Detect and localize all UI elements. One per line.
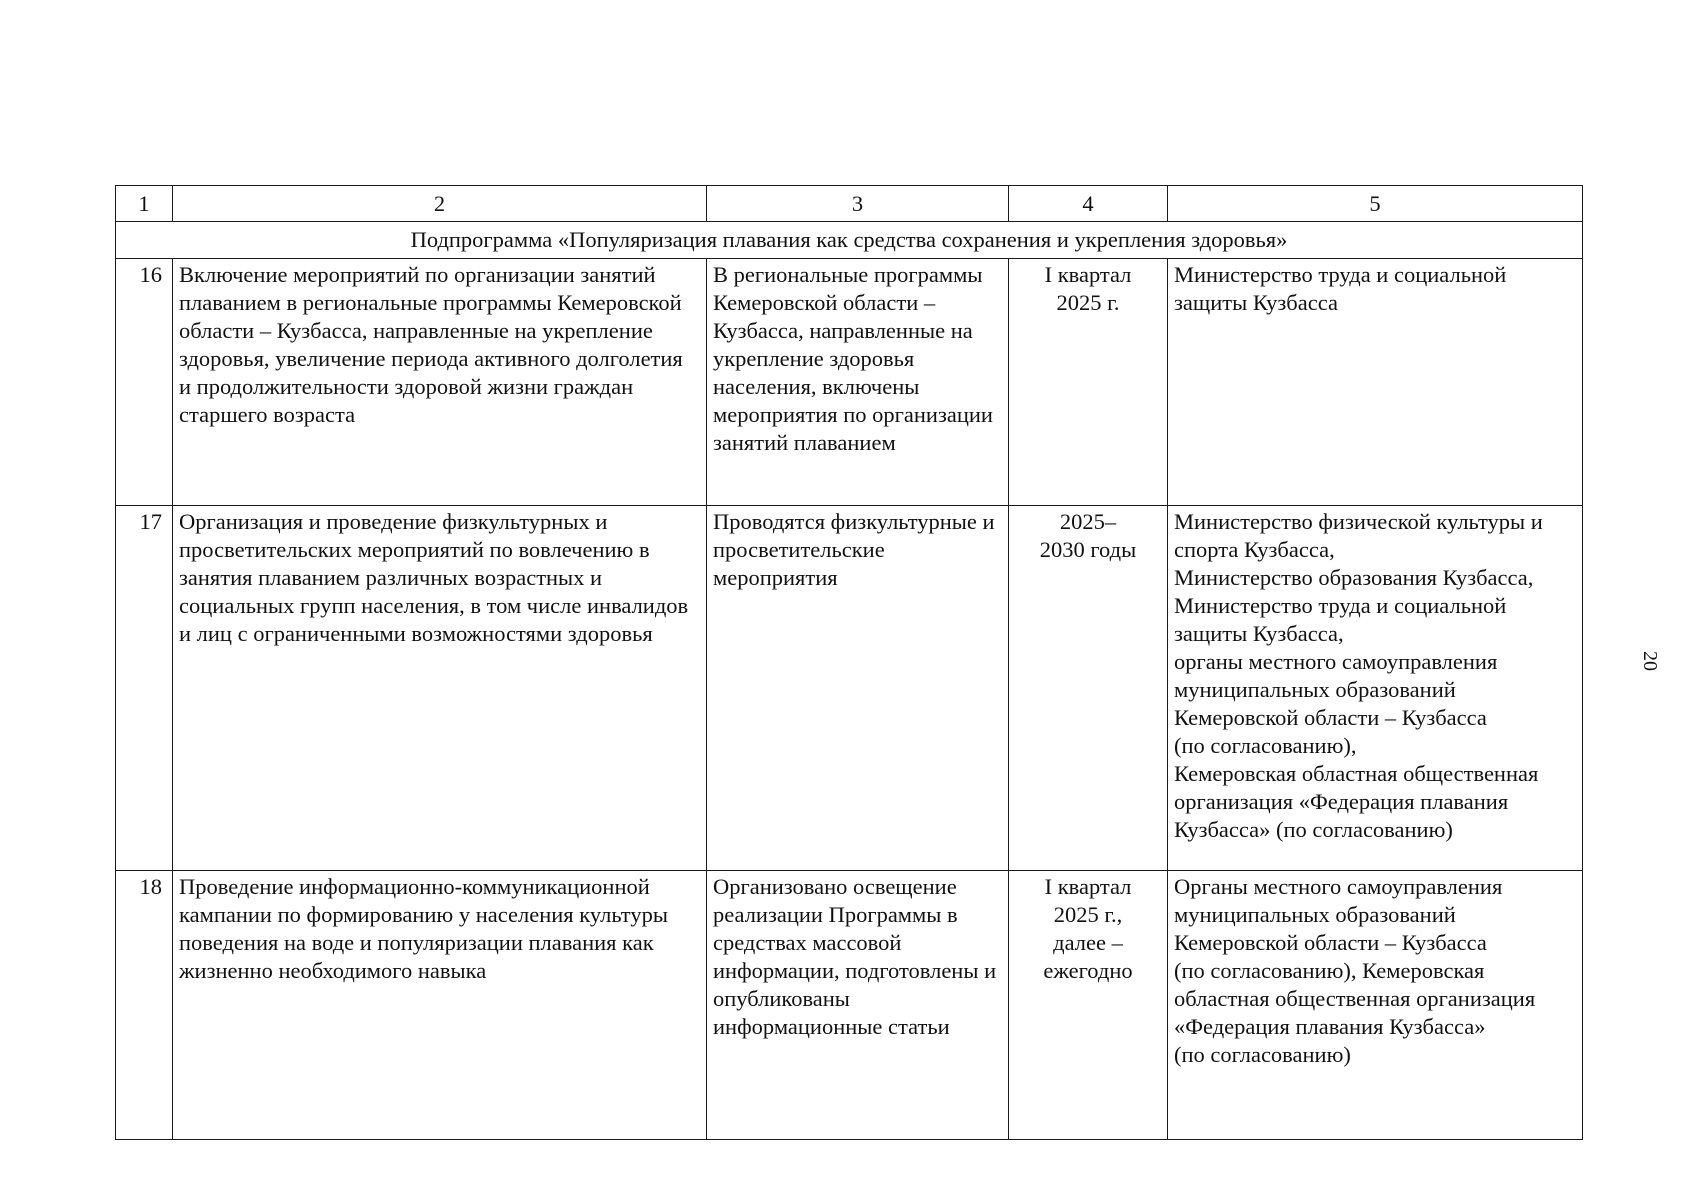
activity-cell: Организация и проведение физкультурных и просветительских мероприятий по вовлечению в занятия плаванием различных возрастных и социальных групп населения, в том числе инвалидов и лиц с ограниченными возможностями здоровья: [173, 506, 707, 871]
column-number-1: 1: [116, 186, 173, 222]
subprogram-title: Подпрограмма «Популяризация плавания как средства сохранения и укрепления здоровья»: [116, 222, 1583, 259]
table-row: [116, 506, 1583, 871]
responsible-cell: Министерство труда и социальной защиты Кузбасса: [1168, 259, 1583, 506]
table-row: [116, 871, 1583, 1140]
activity-cell: Проведение информационно-коммуникационной кампании по формированию у населения культуры поведения на воде и популяризации плавания как жизненно необходимого навыка: [173, 871, 707, 1140]
page-number: 20: [1639, 651, 1661, 671]
column-number-3: 3: [707, 186, 1009, 222]
due-date-cell: I квартал 2025 г., далее – ежегодно: [1009, 871, 1168, 1140]
due-date-cell: 2025– 2030 годы: [1009, 506, 1168, 871]
column-number-2: 2: [173, 186, 707, 222]
result-cell: В региональные программы Кемеровской области – Кузбасса, направленные на укрепление здоровья населения, включены мероприятия по организации занятий плаванием: [707, 259, 1009, 506]
row-number: 18: [116, 871, 173, 1140]
row-number: 16: [116, 259, 173, 506]
subprogram-row: [116, 222, 1583, 259]
responsible-cell: Министерство физической культуры и спорта Кузбасса, Министерство образования Кузбасса, Министерство труда и социальной защиты Кузбасса, органы местного самоуправления муниципальных образований Кемеровской области – Кузбасса (по согласованию), Кемеровская областная общественная организация «Федерация плавания Кузбасса» (по согласованию): [1168, 506, 1583, 871]
responsible-cell: Органы местного самоуправления муниципальных образований Кемеровской области – Кузбасса (по согласованию), Кемеровская областная общественная организация «Федерация плавания Кузбасса» (по согласованию): [1168, 871, 1583, 1140]
column-number-row: [116, 186, 1583, 222]
table-row: [116, 259, 1583, 506]
activity-cell: Включение мероприятий по организации занятий плаванием в региональные программы Кемеровской области – Кузбасса, направленные на укрепление здоровья, увеличение периода активного долголетия и продолжительности здоровой жизни граждан старшего возраста: [173, 259, 707, 506]
column-number-4: 4: [1009, 186, 1168, 222]
row-number: 17: [116, 506, 173, 871]
activities-table: [115, 185, 1583, 1140]
result-cell: Проводятся физкультурные и просветительские мероприятия: [707, 506, 1009, 871]
due-date-cell: I квартал 2025 г.: [1009, 259, 1168, 506]
result-cell: Организовано освещение реализации Программы в средствах массовой информации, подготовлены и опубликованы информационные статьи: [707, 871, 1009, 1140]
column-number-5: 5: [1168, 186, 1583, 222]
